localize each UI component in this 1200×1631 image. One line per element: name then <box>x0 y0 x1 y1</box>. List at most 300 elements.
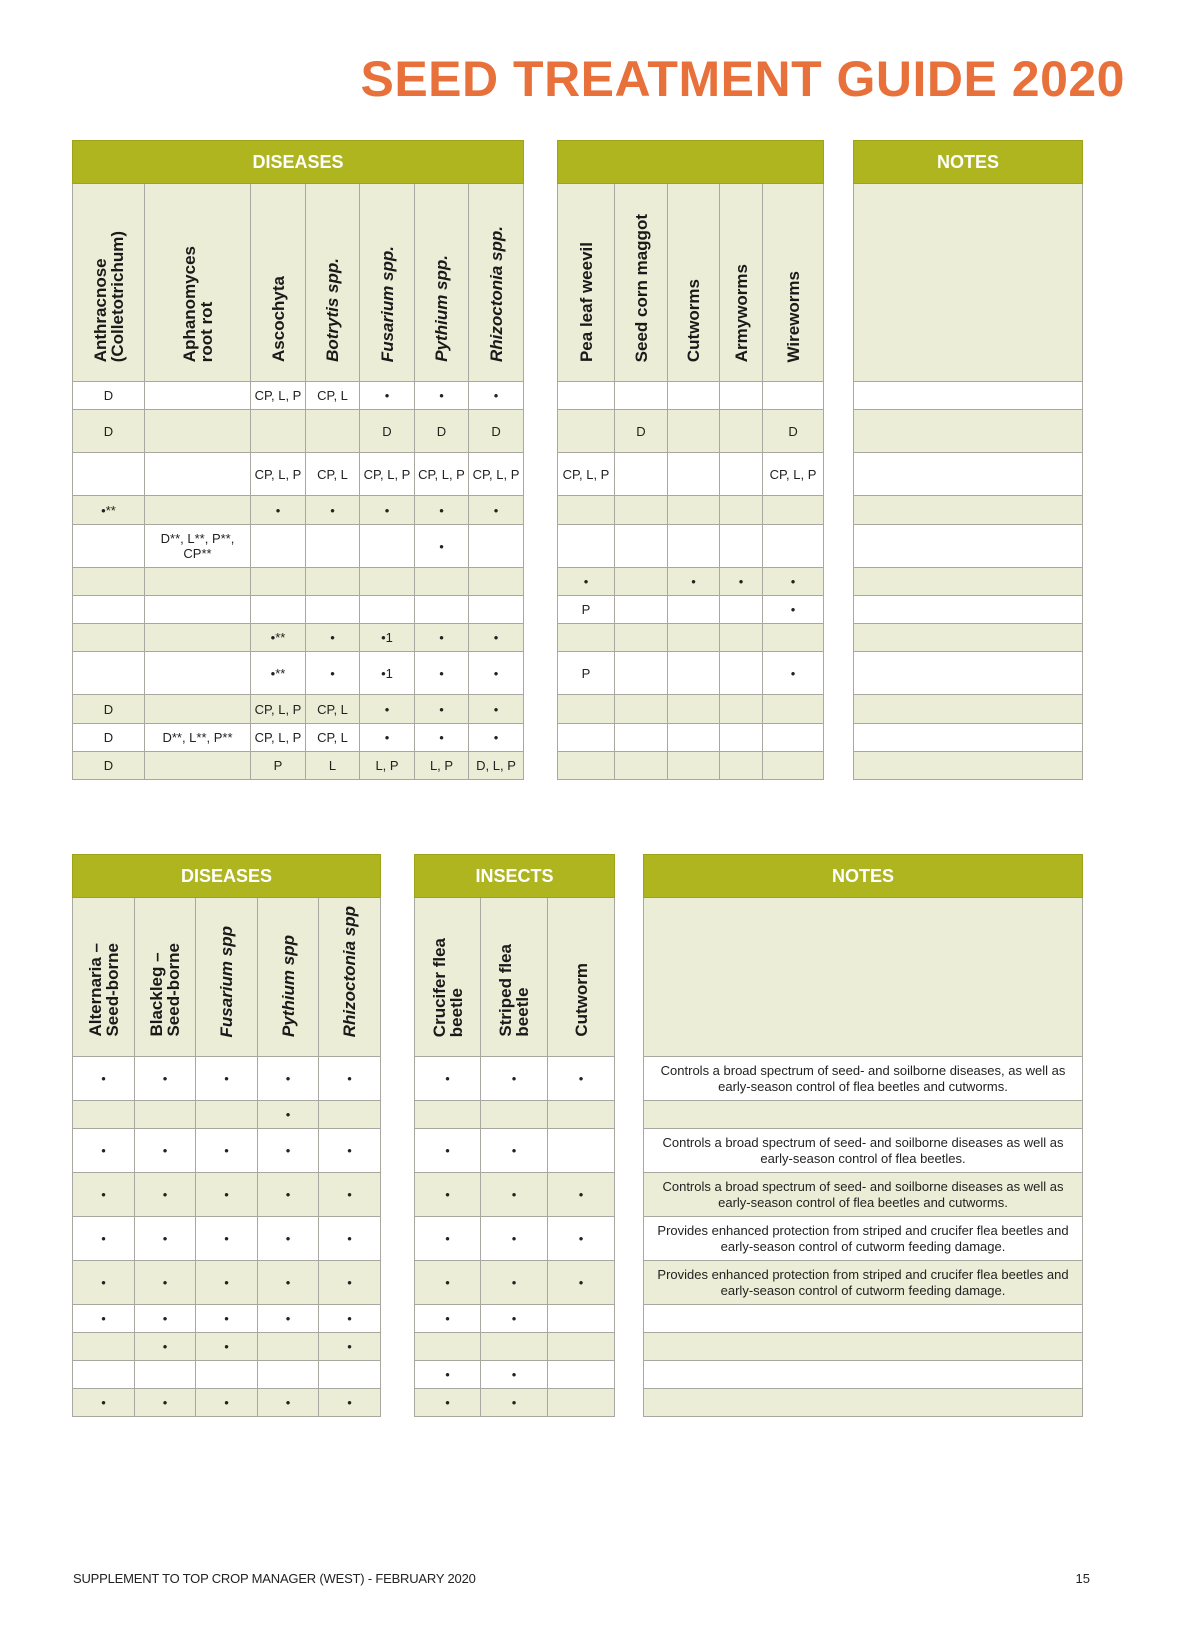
table-cell: • <box>415 652 469 695</box>
column-header-label: Cutworms <box>684 278 703 362</box>
table-cell <box>558 525 615 568</box>
table-row <box>415 1389 615 1417</box>
table-cell <box>360 568 415 596</box>
note-cell <box>644 1333 1083 1361</box>
table-cell: CP, L, P <box>763 453 824 496</box>
table-cell: • <box>306 652 360 695</box>
table-row <box>558 525 824 568</box>
table-cell: • <box>469 652 524 695</box>
table-row <box>415 1129 615 1173</box>
table-cell: • <box>360 496 415 525</box>
table-row <box>73 525 524 568</box>
column-header-label: Fusarium spp. <box>377 245 397 362</box>
table-cell: CP, L, P <box>558 453 615 496</box>
table-cell: • <box>469 695 524 724</box>
note-cell: Controls a broad spectrum of seed- and soilborne diseases as well as early-season control of flea beetles. <box>644 1129 1083 1173</box>
note-cell <box>644 1361 1083 1389</box>
column-header <box>73 898 135 1057</box>
note-cell <box>854 752 1083 780</box>
column-header <box>196 898 258 1057</box>
table-cell: • <box>415 1129 481 1173</box>
note-cell <box>854 568 1083 596</box>
table-row <box>73 652 524 695</box>
table-cell <box>720 525 763 568</box>
table-cell <box>763 695 824 724</box>
table-cell: • <box>720 568 763 596</box>
table-row <box>415 1057 615 1101</box>
section-band-row <box>854 141 1083 184</box>
table-cell: • <box>319 1261 381 1305</box>
table-cell <box>548 1361 615 1389</box>
table-cell <box>548 1129 615 1173</box>
table-cell <box>615 752 668 780</box>
table-cell: • <box>196 1173 258 1217</box>
table-cell: •** <box>73 496 145 525</box>
note-cell <box>644 1101 1083 1129</box>
table-cell: • <box>415 382 469 410</box>
bottom-diseases-table <box>72 854 381 1417</box>
table-cell: CP, L, P <box>251 695 306 724</box>
table-cell <box>145 752 251 780</box>
table-row <box>73 752 524 780</box>
table-cell: • <box>306 624 360 652</box>
table-cell <box>720 652 763 695</box>
table-cell <box>145 382 251 410</box>
table-cell <box>558 624 615 652</box>
table-cell <box>145 568 251 596</box>
table-cell: • <box>135 1389 196 1417</box>
table-cell: • <box>258 1389 319 1417</box>
table-cell <box>763 724 824 752</box>
table-cell: • <box>73 1217 135 1261</box>
table-cell <box>251 568 306 596</box>
table-cell <box>306 568 360 596</box>
table-cell <box>415 1333 481 1361</box>
column-header-row <box>415 898 615 1057</box>
column-header-label: Fusarium spp <box>217 925 236 1037</box>
table-cell <box>558 496 615 525</box>
table-cell <box>415 596 469 624</box>
table-cell <box>481 1101 548 1129</box>
column-header-label: Alternaria – Seed-borne <box>85 943 122 1037</box>
table-cell: P <box>558 652 615 695</box>
column-header-label: Ascochyta <box>268 276 288 362</box>
table-cell <box>469 525 524 568</box>
table-cell <box>319 1361 381 1389</box>
note-cell <box>854 410 1083 453</box>
table-cell: • <box>548 1217 615 1261</box>
table-cell: • <box>73 1173 135 1217</box>
table-cell <box>558 382 615 410</box>
table-row <box>558 652 824 695</box>
table-row <box>854 496 1083 525</box>
table-cell <box>558 752 615 780</box>
table-cell <box>306 596 360 624</box>
table-cell <box>720 596 763 624</box>
table-cell: • <box>135 1173 196 1217</box>
table-row <box>73 1261 381 1305</box>
table-cell <box>469 568 524 596</box>
table-cell <box>720 695 763 724</box>
section-band-label: DISEASES <box>73 855 381 898</box>
table-cell: D <box>73 752 145 780</box>
table-cell <box>558 724 615 752</box>
table-row <box>73 1129 381 1173</box>
table-cell <box>668 525 720 568</box>
table-row <box>558 596 824 624</box>
table-cell: • <box>135 1261 196 1305</box>
note-cell <box>854 624 1083 652</box>
table-cell: D <box>73 724 145 752</box>
table-cell: • <box>481 1057 548 1101</box>
note-cell <box>854 525 1083 568</box>
column-header-label: Wireworms <box>783 270 803 362</box>
table-cell <box>145 652 251 695</box>
note-cell: Controls a broad spectrum of seed- and soilborne diseases as well as early-season control of flea beetles and cutworms. <box>644 1173 1083 1217</box>
page-number: 15 <box>1075 1571 1090 1586</box>
table-row <box>854 752 1083 780</box>
table-cell <box>558 695 615 724</box>
table-row <box>558 724 824 752</box>
table-cell: • <box>469 382 524 410</box>
table-row <box>415 1217 615 1261</box>
table-cell <box>145 624 251 652</box>
table-row <box>415 1261 615 1305</box>
table-cell <box>258 1333 319 1361</box>
table-cell <box>73 453 145 496</box>
section-band-label: DISEASES <box>73 141 524 184</box>
table-cell <box>615 596 668 624</box>
table-cell <box>763 496 824 525</box>
table-cell <box>615 724 668 752</box>
column-header <box>548 898 615 1057</box>
table-cell <box>668 652 720 695</box>
notes-header-space <box>854 184 1083 382</box>
table-cell: • <box>415 1173 481 1217</box>
table-cell <box>73 624 145 652</box>
table-cell <box>73 596 145 624</box>
table-cell: • <box>481 1361 548 1389</box>
column-header <box>668 184 720 382</box>
note-cell: Provides enhanced protection from striped and crucifer flea beetles and early-season control of cutworm feeding damage. <box>644 1217 1083 1261</box>
table-cell: • <box>415 695 469 724</box>
table-row <box>558 568 824 596</box>
table-cell <box>548 1389 615 1417</box>
table-row <box>558 752 824 780</box>
table-cell <box>763 624 824 652</box>
table-cell <box>145 695 251 724</box>
table-row <box>854 724 1083 752</box>
note-cell <box>854 652 1083 695</box>
table-cell: • <box>469 624 524 652</box>
table-cell: • <box>258 1305 319 1333</box>
column-header <box>73 184 145 382</box>
table-cell: • <box>763 596 824 624</box>
table-cell: • <box>135 1057 196 1101</box>
table-cell: • <box>319 1333 381 1361</box>
table-cell: CP, L <box>306 724 360 752</box>
table-row <box>644 1389 1083 1417</box>
table-cell <box>615 382 668 410</box>
column-header <box>469 184 524 382</box>
table-cell: L, P <box>415 752 469 780</box>
table-row <box>644 1173 1083 1217</box>
column-header-label: Armyworms <box>731 263 751 362</box>
note-cell <box>854 724 1083 752</box>
column-header <box>306 184 360 382</box>
table-cell <box>251 410 306 453</box>
table-row <box>73 724 524 752</box>
table-cell: • <box>306 496 360 525</box>
table-cell: •1 <box>360 652 415 695</box>
table-cell <box>615 525 668 568</box>
table-cell <box>720 624 763 652</box>
table-row <box>854 453 1083 496</box>
column-header-label: Aphanomyces root rot <box>179 245 216 362</box>
column-header-label: Blackleg – Seed-borne <box>147 943 183 1037</box>
table-cell <box>720 382 763 410</box>
table-cell <box>615 624 668 652</box>
table-cell <box>135 1101 196 1129</box>
table-cell: • <box>196 1057 258 1101</box>
table-cell <box>145 496 251 525</box>
table-row <box>644 1057 1083 1101</box>
section-band-row <box>644 855 1083 898</box>
column-header <box>615 184 668 382</box>
table-cell <box>306 410 360 453</box>
section-band-label: NOTES <box>644 855 1083 898</box>
table-row <box>73 624 524 652</box>
column-header-label: Seed corn maggot <box>631 213 651 362</box>
table-cell: • <box>319 1305 381 1333</box>
table-cell: • <box>319 1389 381 1417</box>
table-row <box>415 1101 615 1129</box>
table-row <box>73 1057 381 1101</box>
table-cell: • <box>763 568 824 596</box>
table-cell <box>360 525 415 568</box>
column-header-label: Botrytis spp. <box>323 258 342 362</box>
table-cell: • <box>469 496 524 525</box>
column-header <box>360 184 415 382</box>
table-cell <box>319 1101 381 1129</box>
footer-publication: SUPPLEMENT TO TOP CROP MANAGER (WEST) - FEBRUARY 2020 <box>73 1571 476 1586</box>
table-cell <box>720 410 763 453</box>
table-row <box>854 695 1083 724</box>
table-cell <box>73 1361 135 1389</box>
note-cell: Provides enhanced protection from striped and crucifer flea beetles and early-season control of cutworm feeding damage. <box>644 1261 1083 1305</box>
column-header-label: Cutworm <box>571 963 591 1037</box>
table-cell: • <box>548 1173 615 1217</box>
table-row <box>558 695 824 724</box>
table-cell: • <box>415 525 469 568</box>
table-cell: • <box>73 1129 135 1173</box>
table-cell <box>763 525 824 568</box>
table-cell: • <box>558 568 615 596</box>
table-cell: • <box>481 1389 548 1417</box>
table-cell: • <box>481 1217 548 1261</box>
table-cell <box>615 695 668 724</box>
top-notes-table <box>853 140 1083 780</box>
table-cell: D <box>763 410 824 453</box>
table-cell <box>251 596 306 624</box>
table-cell: • <box>481 1305 548 1333</box>
table-cell <box>763 752 824 780</box>
table-row <box>558 496 824 525</box>
table-cell <box>668 496 720 525</box>
table-cell: L <box>306 752 360 780</box>
column-header <box>319 898 381 1057</box>
table-cell <box>481 1333 548 1361</box>
table-cell <box>668 410 720 453</box>
table-row <box>644 1261 1083 1305</box>
column-header <box>251 184 306 382</box>
table-row <box>73 382 524 410</box>
table-cell <box>135 1361 196 1389</box>
table-row <box>73 496 524 525</box>
table-cell: L, P <box>360 752 415 780</box>
table-cell: • <box>415 1361 481 1389</box>
table-cell: D <box>73 695 145 724</box>
table-row <box>73 596 524 624</box>
table-cell: • <box>135 1305 196 1333</box>
column-header-label: Anthracnose (Colletotrichum) <box>90 230 127 362</box>
table-cell: • <box>481 1129 548 1173</box>
table-cell: • <box>481 1173 548 1217</box>
table-cell: D <box>415 410 469 453</box>
table-cell: • <box>415 724 469 752</box>
table-row <box>644 1217 1083 1261</box>
table-cell: • <box>548 1057 615 1101</box>
table-cell: P <box>251 752 306 780</box>
table-cell: • <box>415 1305 481 1333</box>
note-cell <box>854 453 1083 496</box>
table-cell <box>668 596 720 624</box>
table-cell: CP, L, P <box>251 382 306 410</box>
table-cell <box>306 525 360 568</box>
section-band-row <box>73 141 524 184</box>
bottom-insects-table <box>414 854 615 1417</box>
table-cell: CP, L, P <box>251 453 306 496</box>
table-cell: •** <box>251 652 306 695</box>
table-cell: • <box>469 724 524 752</box>
column-header-row <box>558 184 824 382</box>
table-cell <box>720 453 763 496</box>
table-row <box>73 1305 381 1333</box>
table-cell: • <box>763 652 824 695</box>
column-header-label: Striped flea beetle <box>496 944 532 1037</box>
table-cell: • <box>135 1129 196 1173</box>
table-cell <box>469 596 524 624</box>
note-cell <box>854 496 1083 525</box>
table-cell <box>720 752 763 780</box>
section-band-row <box>558 141 824 184</box>
table-cell: D <box>615 410 668 453</box>
column-header-label: Pythium spp <box>278 934 298 1037</box>
table-cell: D <box>73 382 145 410</box>
table-cell <box>145 410 251 453</box>
table-cell: •** <box>251 624 306 652</box>
table-cell: D <box>360 410 415 453</box>
table-cell <box>73 652 145 695</box>
page-title: SEED TREATMENT GUIDE 2020 <box>360 51 1125 107</box>
table-cell: P <box>558 596 615 624</box>
table-row <box>854 624 1083 652</box>
table-row <box>73 568 524 596</box>
table-cell: D <box>73 410 145 453</box>
table-cell: • <box>196 1389 258 1417</box>
table-cell: • <box>415 1261 481 1305</box>
table-cell: CP, L <box>306 453 360 496</box>
table-cell <box>615 652 668 695</box>
note-cell <box>644 1389 1083 1417</box>
table-cell <box>360 596 415 624</box>
table-cell <box>548 1333 615 1361</box>
column-header-label: Pea leaf weevil <box>576 241 596 362</box>
table-cell: • <box>668 568 720 596</box>
column-header <box>720 184 763 382</box>
table-row <box>73 410 524 453</box>
table-cell: CP, L, P <box>251 724 306 752</box>
table-cell: • <box>548 1261 615 1305</box>
table-cell: • <box>415 624 469 652</box>
table-cell <box>615 568 668 596</box>
table-cell: • <box>258 1217 319 1261</box>
table-cell: • <box>73 1305 135 1333</box>
column-header <box>415 184 469 382</box>
table-cell: • <box>73 1389 135 1417</box>
table-cell: CP, L, P <box>469 453 524 496</box>
table-cell <box>668 382 720 410</box>
table-row <box>73 695 524 724</box>
table-cell <box>145 453 251 496</box>
table-cell: • <box>319 1129 381 1173</box>
table-row <box>558 624 824 652</box>
column-header-label: Crucifer flea beetle <box>429 937 466 1037</box>
table-cell <box>73 1333 135 1361</box>
table-row <box>73 1101 381 1129</box>
table-cell <box>196 1361 258 1389</box>
table-cell: • <box>196 1333 258 1361</box>
column-header-row <box>73 184 524 382</box>
section-band-row <box>73 855 381 898</box>
table-row <box>854 382 1083 410</box>
table-cell: D <box>469 410 524 453</box>
table-row <box>854 410 1083 453</box>
table-cell <box>73 568 145 596</box>
section-band-label: INSECTS <box>415 855 615 898</box>
table-cell: • <box>415 496 469 525</box>
table-row <box>644 1361 1083 1389</box>
table-cell <box>258 1361 319 1389</box>
table-cell <box>548 1101 615 1129</box>
top-diseases-table <box>72 140 524 780</box>
table-cell: • <box>258 1261 319 1305</box>
table-cell <box>668 724 720 752</box>
table-cell: CP, L, P <box>360 453 415 496</box>
table-row <box>558 453 824 496</box>
table-cell: • <box>415 1057 481 1101</box>
table-cell <box>196 1101 258 1129</box>
note-cell: Controls a broad spectrum of seed- and soilborne diseases, as well as early-season control of flea beetles and cutworms. <box>644 1057 1083 1101</box>
table-cell <box>615 496 668 525</box>
table-row <box>644 1129 1083 1173</box>
column-header-label: Rhizoctonia spp. <box>486 226 506 362</box>
notes-header-space <box>644 898 1083 1057</box>
table-cell: • <box>135 1333 196 1361</box>
table-cell: • <box>196 1305 258 1333</box>
section-band-label: NOTES <box>854 141 1083 184</box>
table-row <box>644 1333 1083 1361</box>
